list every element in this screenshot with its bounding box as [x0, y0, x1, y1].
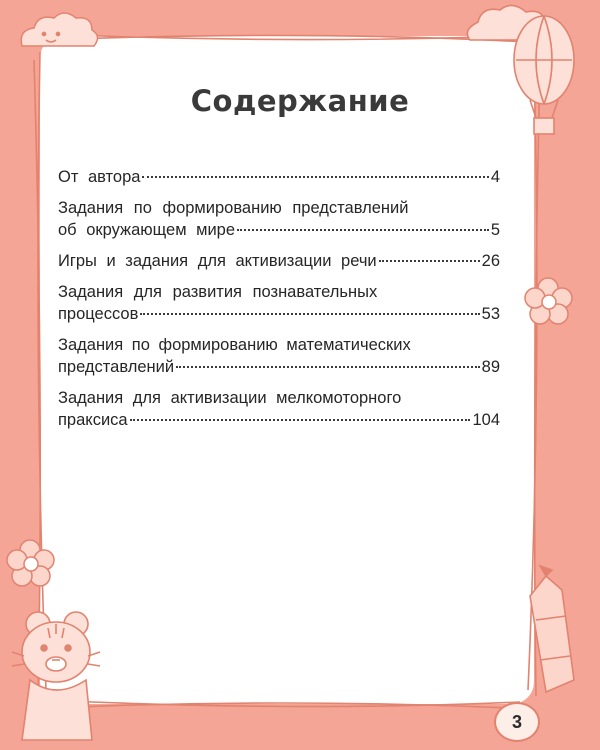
- toc-line: [58, 409, 500, 431]
- dot-leader: [130, 419, 471, 421]
- dot-leader: [379, 260, 480, 262]
- dot-leader: [140, 313, 479, 315]
- toc-line: [58, 303, 500, 325]
- table-of-contents: [58, 166, 500, 440]
- toc-entry-title-line: Задания по формированию математических: [58, 336, 411, 354]
- toc-entry-title-line: Задания для развития познавательных: [58, 283, 378, 301]
- dot-leader: [237, 229, 489, 231]
- page-number-badge: 3: [494, 702, 540, 742]
- crayon-icon: [530, 566, 574, 692]
- toc-line: [58, 219, 500, 241]
- toc-entry[interactable]: [58, 166, 500, 188]
- toc-entry-page: 53: [481, 305, 500, 323]
- toc-entry-title: праксиса: [58, 411, 128, 429]
- toc-entry-title: От автора: [58, 168, 141, 186]
- toc-entry[interactable]: [58, 281, 500, 325]
- toc-entry-title-line: Задания по формированию представлений: [58, 199, 409, 217]
- toc-line: [58, 166, 500, 188]
- toc-line: [58, 250, 500, 272]
- toc-entry-title: представлений: [58, 358, 175, 376]
- toc-entry-title: об окружающем мире: [58, 221, 236, 239]
- toc-entry-page: 26: [481, 252, 500, 270]
- toc-entry-title: Игры и задания для активизации речи: [58, 252, 377, 270]
- toc-entry[interactable]: [58, 387, 500, 431]
- toc-entry-page: 4: [490, 168, 500, 186]
- page-title: Содержание: [190, 84, 410, 118]
- toc-entry-page: 5: [490, 221, 500, 239]
- dot-leader: [142, 176, 488, 178]
- toc-entry[interactable]: [58, 250, 500, 272]
- toc-entry[interactable]: [58, 197, 500, 241]
- toc-entry-page: 89: [481, 358, 500, 376]
- flower-icon: [7, 540, 54, 586]
- toc-entry-title: процессов: [58, 305, 139, 323]
- toc-entry-page: 104: [472, 411, 500, 429]
- toc-entry[interactable]: [58, 334, 500, 378]
- tiger-cub-icon: [12, 612, 100, 740]
- dot-leader: [176, 366, 480, 368]
- flower-icon: [525, 278, 572, 324]
- cloud-icon: [21, 13, 97, 46]
- toc-entry-title-line: Задания для активизации мелкомоторного: [58, 389, 402, 407]
- toc-line: [58, 356, 500, 378]
